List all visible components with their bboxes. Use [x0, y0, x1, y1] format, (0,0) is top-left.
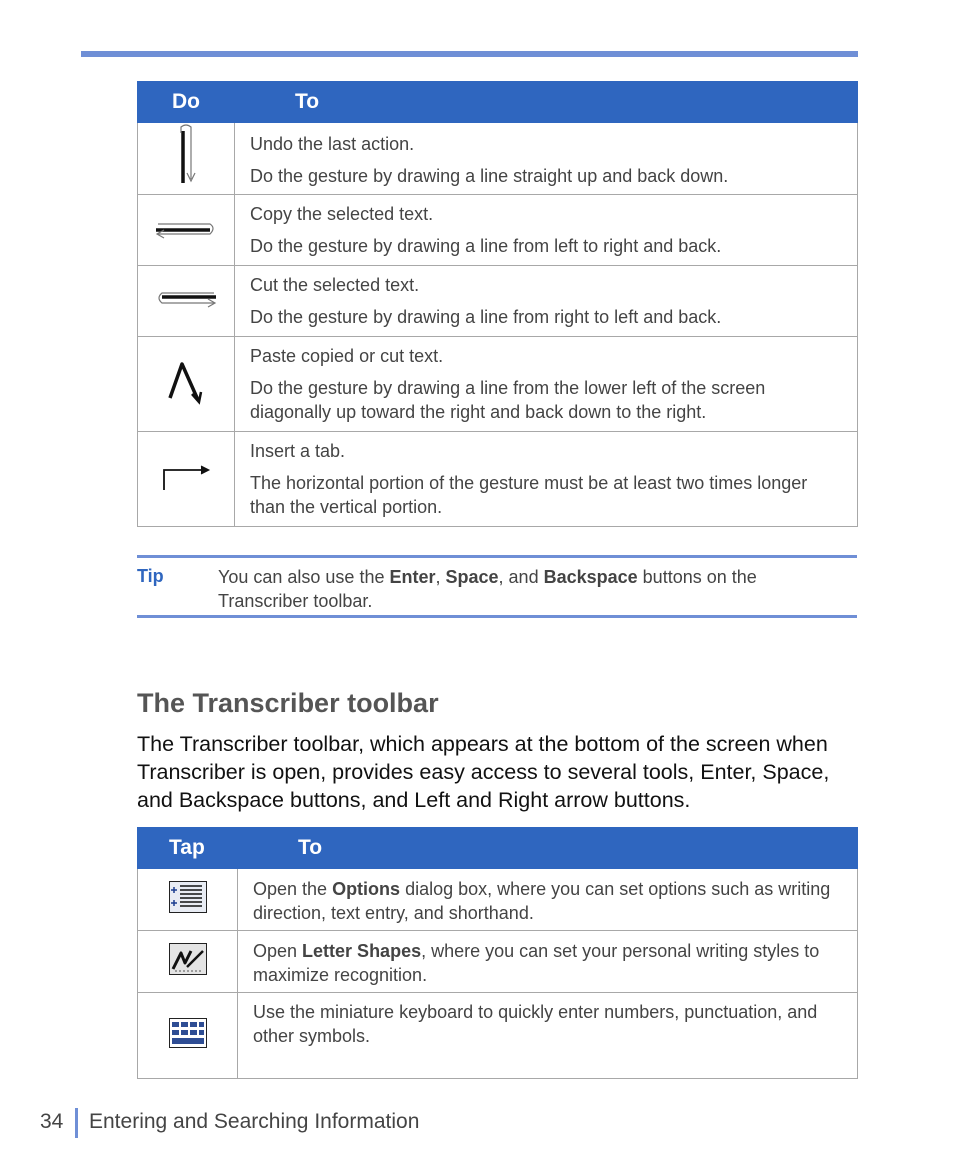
options-list-icon — [169, 881, 207, 913]
tab-gesture-icon — [160, 462, 212, 492]
col-tap-header: Tap — [138, 828, 238, 869]
top-rule — [81, 51, 858, 57]
toolbar-table — [137, 827, 858, 1079]
cut-gesture-icon — [154, 286, 218, 312]
section-title: The Transcriber toolbar — [137, 688, 439, 718]
table-cell: Paste copied or cut text. Do the gesture by drawing a line from the lower left of the screen diagonally up toward the right and back down to the right. — [235, 337, 858, 432]
table-row — [138, 993, 858, 1079]
page-number: 34 — [40, 1110, 64, 1133]
tip-box — [137, 555, 857, 618]
chapter-title: Entering and Searching Information — [89, 1110, 420, 1133]
gestures-table — [137, 81, 858, 527]
paste-gesture-icon — [164, 356, 208, 408]
table-row — [138, 123, 858, 195]
table-cell: Cut the selected text. Do the gesture by drawing a line from right to left and back. — [235, 266, 858, 337]
table-row — [138, 266, 858, 337]
copy-gesture-cell — [138, 195, 235, 266]
cut-gesture-cell — [138, 266, 235, 337]
table-row — [138, 337, 858, 432]
undo-gesture-icon — [171, 123, 201, 189]
keyboard-icon — [169, 1018, 207, 1048]
paste-gesture-cell — [138, 337, 235, 432]
footer-divider — [75, 1108, 78, 1138]
copy-gesture-icon — [154, 215, 218, 241]
undo-gesture-cell — [138, 123, 235, 195]
letter-shapes-icon — [169, 943, 207, 975]
table-cell: Open Letter Shapes, where you can set your personal writing styles to maximize recognition. — [238, 931, 858, 993]
tab-gesture-cell — [138, 432, 235, 527]
section-intro: The Transcriber toolbar, which appears at the bottom of the screen when Transcriber is open, provides easy access to several tools, Enter, Space, and Backspace buttons, and Left and Right arrow buttons. — [137, 732, 830, 812]
table-cell: Use the miniature keyboard to quickly enter numbers, punctuation, and other symbols. — [238, 993, 858, 1079]
table-row — [138, 869, 858, 931]
col-to-header: To — [238, 828, 858, 869]
table-row — [138, 195, 858, 266]
tip-text: You can also use the Enter, Space, and Backspace buttons on the Transcriber toolbar. — [218, 567, 757, 611]
table-row — [138, 931, 858, 993]
toolbar-header-row — [138, 828, 858, 869]
letter-shapes-cell — [138, 931, 238, 993]
tip-label: Tip — [137, 566, 164, 586]
col-do-header: Do — [138, 82, 235, 123]
options-cell — [138, 869, 238, 931]
col-to-header: To — [235, 82, 858, 123]
table-cell: Open the Options dialog box, where you can set options such as writing direction, text entry, and shorthand. — [238, 869, 858, 931]
table-row — [138, 432, 858, 527]
table-cell: Insert a tab. The horizontal portion of the gesture must be at least two times longer than the vertical portion. — [235, 432, 858, 527]
table-cell: Copy the selected text. Do the gesture by drawing a line from left to right and back. — [235, 195, 858, 266]
gestures-header-row — [138, 82, 858, 123]
keyboard-cell — [138, 993, 238, 1079]
table-cell: Undo the last action. Do the gesture by drawing a line straight up and back down. — [235, 123, 858, 195]
